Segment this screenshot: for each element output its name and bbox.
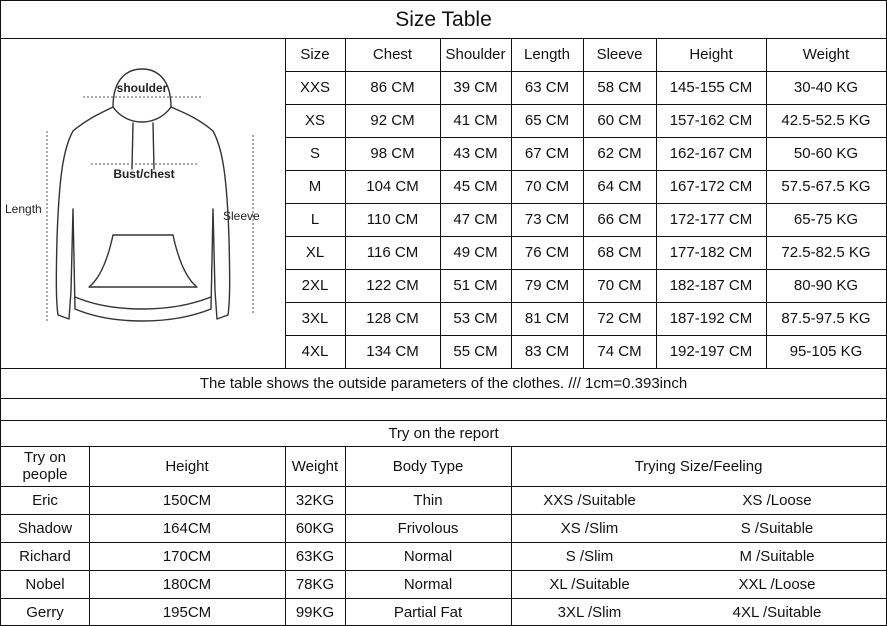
size-cell-shoulder: 43 CM <box>453 145 498 162</box>
grid-line <box>285 269 886 270</box>
size-cell-weight: 42.5-52.5 KG <box>781 112 871 129</box>
grid-line <box>285 104 886 105</box>
report-cell-weight: 99KG <box>295 603 335 621</box>
report-header-height: Height <box>165 457 209 475</box>
report-cell-weight: 63KG <box>295 547 335 565</box>
grid-line <box>0 0 887 1</box>
grid-line <box>0 0 1 626</box>
size-cell-length: 70 CM <box>524 178 570 195</box>
size-cell-height: 162-167 CM <box>669 145 753 162</box>
size-cell-sleeve: 74 CM <box>597 343 642 360</box>
report-cell-size-first: 3XL /Slim <box>557 603 622 621</box>
report-cell-height: 195CM <box>162 603 212 621</box>
size-cell-height: 182-187 CM <box>669 277 753 294</box>
grid-line <box>0 368 887 369</box>
report-cell-size-second: XS /Loose <box>742 491 812 509</box>
report-cell-body-type: Partial Fat <box>393 603 463 621</box>
grid-line <box>0 570 887 571</box>
size-cell-height: 192-197 CM <box>669 343 753 360</box>
report-cell-size-second: 4XL /Suitable <box>732 603 822 621</box>
report-header-person: Try on people <box>22 449 68 483</box>
size-cell-length: 73 CM <box>524 211 570 228</box>
size-cell-length: 67 CM <box>524 145 570 162</box>
size-cell-size: S <box>309 145 320 162</box>
shoulder-label: shoulder <box>116 81 168 95</box>
report-cell-body-type: Frivolous <box>397 519 459 537</box>
report-cell-height: 164CM <box>162 519 212 537</box>
size-cell-chest: 122 CM <box>366 277 419 294</box>
report-cell-person: Richard <box>19 547 71 565</box>
size-cell-sleeve: 68 CM <box>597 244 642 261</box>
report-cell-body-type: Normal <box>403 575 453 593</box>
grid-line <box>345 38 346 368</box>
report-cell-weight: 78KG <box>295 575 335 593</box>
report-cell-height: 150CM <box>162 491 212 509</box>
report-cell-person: Nobel <box>25 575 65 593</box>
report-header-trying-size: Trying Size/Feeling <box>634 457 763 475</box>
chest-label: Bust/chest <box>113 167 175 181</box>
report-cell-person: Gerry <box>26 603 64 621</box>
size-header-sleeve: Sleeve <box>596 46 643 63</box>
grid-line <box>285 236 886 237</box>
grid-line <box>0 514 887 515</box>
grid-line <box>766 38 767 368</box>
grid-line <box>345 446 346 626</box>
report-cell-height: 170CM <box>162 547 212 565</box>
size-cell-size: XS <box>304 112 325 129</box>
report-cell-size-second: S /Suitable <box>740 519 814 537</box>
size-cell-weight: 57.5-67.5 KG <box>781 178 871 195</box>
sleeve-label: Sleeve <box>223 209 260 223</box>
size-header-chest: Chest <box>372 46 413 63</box>
report-cell-size-first: XL /Suitable <box>549 575 630 593</box>
report-cell-body-type: Thin <box>413 491 443 509</box>
size-cell-sleeve: 66 CM <box>597 211 642 228</box>
grid-line <box>0 420 887 421</box>
report-header-body-type: Body Type <box>392 457 464 475</box>
grid-line <box>440 38 441 368</box>
size-cell-length: 81 CM <box>524 310 570 327</box>
size-cell-size: 4XL <box>301 343 329 360</box>
size-cell-chest: 128 CM <box>366 310 419 327</box>
size-cell-chest: 104 CM <box>366 178 419 195</box>
report-cell-size-first: XS /Slim <box>560 519 619 537</box>
size-cell-length: 63 CM <box>524 79 570 96</box>
grid-line <box>285 170 886 171</box>
size-cell-shoulder: 39 CM <box>453 79 498 96</box>
size-cell-shoulder: 45 CM <box>453 178 498 195</box>
report-cell-body-type: Normal <box>403 547 453 565</box>
hoodie-collar <box>113 107 171 122</box>
size-cell-size: XL <box>305 244 325 261</box>
size-cell-size: 2XL <box>301 277 329 294</box>
size-cell-chest: 86 CM <box>370 79 415 96</box>
size-cell-chest: 116 CM <box>366 244 419 261</box>
report-cell-person: Eric <box>32 491 58 509</box>
size-cell-height: 172-177 CM <box>669 211 753 228</box>
size-cell-sleeve: 62 CM <box>597 145 642 162</box>
grid-line <box>0 398 887 399</box>
size-cell-shoulder: 49 CM <box>453 244 498 261</box>
size-cell-sleeve: 58 CM <box>597 79 642 96</box>
report-cell-person: Shadow <box>17 519 73 537</box>
size-cell-shoulder: 55 CM <box>453 343 498 360</box>
grid-line <box>0 542 887 543</box>
report-cell-size-second: XXL /Loose <box>738 575 816 593</box>
size-cell-sleeve: 64 CM <box>597 178 642 195</box>
size-cell-height: 167-172 CM <box>669 178 753 195</box>
size-cell-length: 65 CM <box>524 112 570 129</box>
report-cell-weight: 60KG <box>295 519 335 537</box>
report-header-weight: Weight <box>291 457 339 475</box>
size-cell-shoulder: 51 CM <box>453 277 498 294</box>
hoodie-pocket <box>89 235 197 287</box>
size-header-height: Height <box>689 46 733 63</box>
size-header-shoulder: Shoulder <box>445 46 506 63</box>
size-cell-sleeve: 72 CM <box>597 310 642 327</box>
size-cell-height: 145-155 CM <box>669 79 753 96</box>
grid-line <box>285 137 886 138</box>
grid-line <box>285 446 286 626</box>
size-cell-weight: 87.5-97.5 KG <box>781 310 871 327</box>
size-cell-height: 187-192 CM <box>669 310 753 327</box>
size-cell-length: 79 CM <box>524 277 570 294</box>
size-cell-height: 157-162 CM <box>669 112 753 129</box>
report-cell-size-second: M /Suitable <box>739 547 815 565</box>
hoodie-drawstring-left <box>132 123 133 169</box>
size-header-size: Size <box>300 46 330 63</box>
grid-line <box>0 598 887 599</box>
size-cell-weight: 95-105 KG <box>789 343 863 360</box>
size-cell-length: 76 CM <box>524 244 570 261</box>
size-cell-weight: 30-40 KG <box>793 79 859 96</box>
size-cell-size: 3XL <box>301 310 329 327</box>
measurement-note: The table shows the outside parameters of the clothes. /// 1cm=0.393inch <box>199 375 688 392</box>
report-cell-height: 180CM <box>162 575 212 593</box>
size-cell-shoulder: 53 CM <box>453 310 498 327</box>
size-cell-chest: 110 CM <box>366 211 419 228</box>
report-title: Try on the report <box>388 424 499 442</box>
grid-line <box>285 71 886 72</box>
size-cell-weight: 65-75 KG <box>793 211 859 228</box>
size-cell-size: XXS <box>299 79 330 96</box>
grid-line <box>285 335 886 336</box>
size-cell-chest: 98 CM <box>370 145 415 162</box>
grid-line <box>0 486 887 487</box>
hoodie-drawstring-right <box>153 123 154 169</box>
size-cell-shoulder: 47 CM <box>453 211 498 228</box>
size-cell-weight: 50-60 KG <box>793 145 859 162</box>
grid-line <box>583 38 584 368</box>
grid-line <box>89 446 90 626</box>
size-cell-length: 83 CM <box>524 343 570 360</box>
hoodie-hem <box>75 297 211 309</box>
report-cell-size-first: XXS /Suitable <box>543 491 636 509</box>
size-header-length: Length <box>524 46 570 63</box>
grid-line <box>285 203 886 204</box>
size-cell-size: M <box>308 178 322 195</box>
grid-line <box>511 38 512 368</box>
report-cell-size-first: S /Slim <box>565 547 614 565</box>
size-cell-weight: 80-90 KG <box>793 277 859 294</box>
hoodie-diagram <box>1 39 285 367</box>
grid-line <box>0 38 887 39</box>
report-cell-weight: 32KG <box>295 491 335 509</box>
length-label: Length <box>5 202 42 216</box>
hoodie-body <box>56 107 229 321</box>
grid-line <box>656 38 657 368</box>
size-cell-weight: 72.5-82.5 KG <box>781 244 871 261</box>
size-cell-chest: 92 CM <box>370 112 415 129</box>
size-cell-shoulder: 41 CM <box>453 112 498 129</box>
grid-line <box>511 446 512 626</box>
grid-line <box>0 446 887 447</box>
size-cell-sleeve: 60 CM <box>597 112 642 129</box>
grid-line <box>285 38 286 368</box>
grid-line <box>285 302 886 303</box>
size-cell-height: 177-182 CM <box>669 244 753 261</box>
size-header-weight: Weight <box>802 46 850 63</box>
size-cell-size: L <box>310 211 320 228</box>
page-title: Size Table <box>395 8 492 31</box>
size-cell-sleeve: 70 CM <box>597 277 642 294</box>
size-cell-chest: 134 CM <box>366 343 419 360</box>
